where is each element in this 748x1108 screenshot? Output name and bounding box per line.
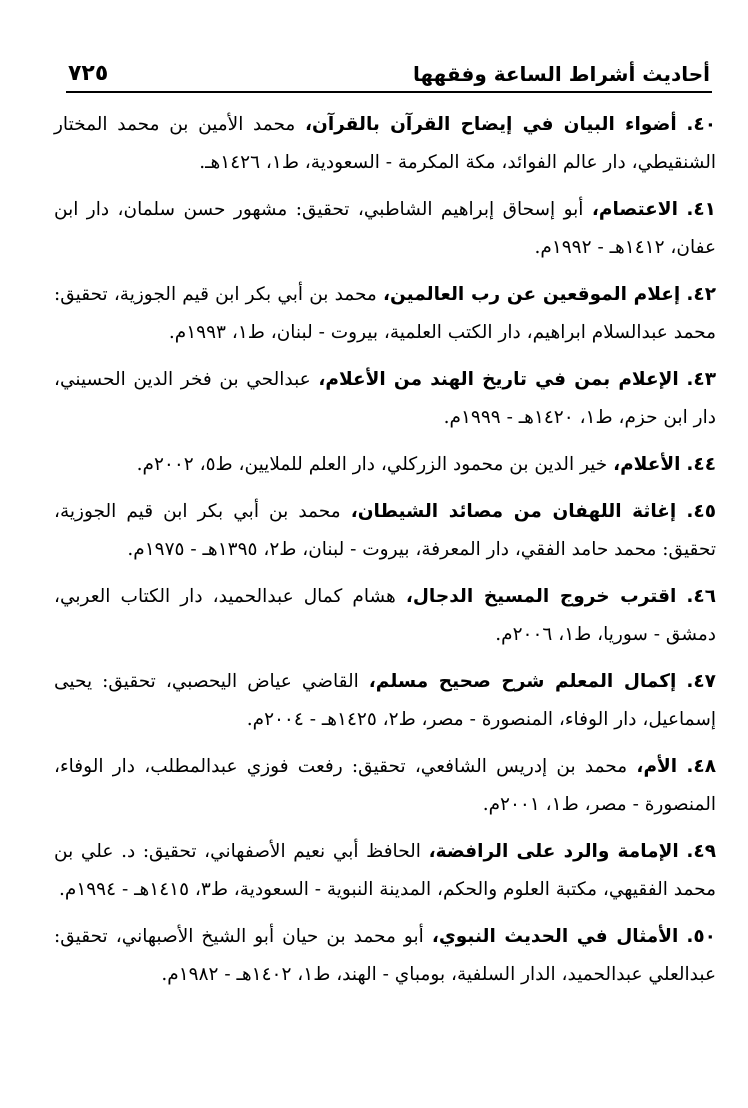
running-title: أحاديث أشراط الساعة وفقهها bbox=[412, 62, 710, 86]
entry-details: محمد بن أبي بكر ابن قيم الجوزية، تحقيق: محمد حامد الفقي، دار المعرفة، بيروت - لبنان، ط٢، ١٣٩٥هـ - ١٩٧٥م. bbox=[54, 501, 716, 560]
entry-details: هشام كمال عبدالحميد، دار الكتاب العربي، دمشق - سوريا، ط١، ٢٠٠٦م. bbox=[54, 586, 716, 645]
entry-number: ٤٢. bbox=[686, 284, 717, 305]
entry-number: ٥٠. bbox=[686, 926, 716, 947]
entry-title: الإمامة والرد على الرافضة، bbox=[428, 841, 679, 862]
bibliography-entry-50 bbox=[54, 918, 716, 994]
entry-title: أضواء البيان في إيضاح القرآن بالقرآن، bbox=[305, 114, 677, 135]
entry-details: أبو إسحاق إبراهيم الشاطبي، تحقيق: مشهور حسن سلمان، دار ابن عفان، ١٤١٢هـ - ١٩٩٢م. bbox=[54, 199, 716, 258]
entry-title: إكمال المعلم شرح صحيح مسلم، bbox=[368, 671, 677, 692]
bibliography-entry-47 bbox=[54, 663, 716, 739]
entry-title: الاعتصام، bbox=[591, 199, 678, 220]
entry-title: الأمثال في الحديث النبوي، bbox=[431, 926, 679, 947]
bibliography-entry-49 bbox=[54, 833, 716, 909]
entry-details: عبدالحي بن فخر الدين الحسيني، دار ابن حزم، ط١، ١٤٢٠هـ - ١٩٩٩م. bbox=[54, 369, 716, 428]
entry-number: ٤٨. bbox=[686, 756, 717, 777]
entry-number: ٤٩. bbox=[686, 841, 717, 862]
bibliography-entry-42 bbox=[54, 276, 716, 352]
bibliography-entry-46 bbox=[54, 578, 716, 654]
entry-details: محمد بن أبي بكر ابن قيم الجوزية، تحقيق: محمد عبدالسلام ابراهيم، دار الكتب العلمية، بيروت - لبنان، ط١، ١٩٩٣م. bbox=[54, 284, 716, 343]
bibliography-entry-44 bbox=[54, 446, 716, 484]
entry-title: إعلام الموقعين عن رب العالمين، bbox=[383, 284, 681, 305]
header-rule bbox=[66, 91, 712, 93]
entry-details: محمد بن إدريس الشافعي، تحقيق: رفعت فوزي عبدالمطلب، دار الوفاء، المنصورة - مصر، ط١، ٢٠٠١م. bbox=[54, 756, 716, 815]
bibliography-entry-40 bbox=[54, 106, 716, 182]
bibliography-entry-41 bbox=[54, 191, 716, 267]
entry-details: أبو محمد بن حيان أبو الشيخ الأصبهاني، تحقيق: عبدالعلي عبدالحميد، الدار السلفية، بومباي - الهند، ط١، ١٤٠٢هـ - ١٩٨٢م. bbox=[54, 926, 716, 985]
entry-title: الإعلام بمن في تاريخ الهند من الأعلام، bbox=[318, 369, 679, 390]
entry-number: ٤٣. bbox=[686, 369, 717, 390]
entry-number: ٤٦. bbox=[686, 586, 717, 607]
entry-number: ٤١. bbox=[686, 199, 716, 220]
entry-number: ٤٧. bbox=[686, 671, 716, 692]
bibliography-entry-45 bbox=[54, 493, 716, 569]
entry-details: محمد الأمين بن محمد المختار الشنقيطي، دار عالم الفوائد، مكة المكرمة - السعودية، ط١، ١٤٢٦هـ. bbox=[54, 114, 716, 173]
bibliography-entry-43 bbox=[54, 361, 716, 437]
entry-details: القاضي عياض اليحصبي، تحقيق: يحيى إسماعيل، دار الوفاء، المنصورة - مصر، ط٢، ١٤٢٥هـ - ٢٠٠٤م. bbox=[54, 671, 716, 730]
entry-title: الأعلام، bbox=[613, 454, 681, 475]
entry-number: ٤٠. bbox=[686, 114, 716, 135]
running-header bbox=[68, 52, 710, 92]
page-number: ٧٢٥ bbox=[68, 61, 109, 86]
entry-title: اقترب خروج المسيخ الدجال، bbox=[405, 586, 677, 607]
entry-number: ٤٥. bbox=[686, 501, 716, 522]
entry-title: إغاثة اللهفان من مصائد الشيطان، bbox=[350, 501, 677, 522]
entry-number: ٤٤. bbox=[686, 454, 716, 475]
bibliography-entry-48 bbox=[54, 748, 716, 824]
bibliography-list bbox=[54, 106, 716, 1003]
entry-details: خير الدين بن محمود الزركلي، دار العلم للملايين، ط٥، ٢٠٠٢م. bbox=[136, 454, 608, 475]
entry-details: الحافظ أبي نعيم الأصفهاني، تحقيق: د. علي بن محمد الفقيهي، مكتبة العلوم والحكم، المدينة النبوية - السعودية، ط٣، ١٤١٥هـ - ١٩٩٤م. bbox=[54, 841, 716, 900]
entry-title: الأم، bbox=[636, 756, 678, 777]
